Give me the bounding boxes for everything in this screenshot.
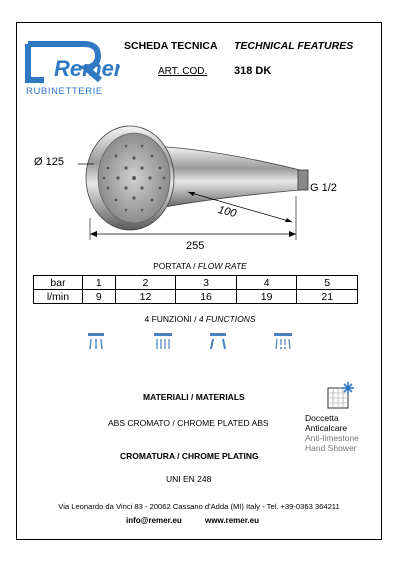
anti-limestone-icon bbox=[326, 380, 356, 415]
functions-title-en: 4 FUNCTIONS bbox=[198, 314, 256, 324]
length-total-label: 255 bbox=[186, 240, 205, 252]
flow-title bbox=[0, 261, 400, 271]
mix-icon bbox=[272, 331, 294, 351]
table-cell: 19 bbox=[236, 290, 297, 304]
table-row bbox=[34, 276, 358, 290]
table-cell: 2 bbox=[115, 276, 176, 290]
spray-icon bbox=[86, 331, 106, 351]
footer-address: Via Leonardo da Vinci 83 - 20062 Cassano d'Adda (MI) Italy - Tel. +39-0363 364211 bbox=[58, 502, 340, 511]
length-handle-label: 100 bbox=[216, 203, 238, 221]
materials-title: MATERIALI / MATERIALS bbox=[143, 392, 245, 402]
title-en: TECHNICAL FEATURES bbox=[234, 40, 354, 52]
footer-email[interactable]: info@remer.eu bbox=[126, 516, 182, 525]
footer-web[interactable]: www.remer.eu bbox=[205, 516, 259, 525]
table-cell: 9 bbox=[83, 290, 116, 304]
table-cell: 4 bbox=[236, 276, 297, 290]
rain-icon bbox=[152, 331, 174, 351]
plating-title: CROMATURA / CHROME PLATING bbox=[120, 451, 259, 461]
flow-title-it: PORTATA / bbox=[153, 261, 196, 271]
badge-line-1: Doccetta bbox=[305, 413, 339, 423]
functions-title bbox=[0, 314, 400, 324]
functions-title-it: 4 FUNZIONI / bbox=[144, 314, 197, 324]
art-code: 318 DK bbox=[234, 65, 272, 77]
badge-line-3: Anti-limestone bbox=[305, 433, 359, 443]
table-cell: 1 bbox=[83, 276, 116, 290]
flow-title-en: FLOW RATE bbox=[197, 261, 247, 271]
remer-logo bbox=[24, 36, 120, 98]
brand-text: Remer bbox=[54, 56, 120, 81]
title-it: SCHEDA TECNICA bbox=[124, 40, 218, 52]
flow-table bbox=[33, 275, 358, 304]
table-cell: 12 bbox=[115, 290, 176, 304]
thread-label: G 1/2 bbox=[310, 182, 337, 194]
art-label: ART. COD. bbox=[158, 66, 208, 77]
badge-text bbox=[305, 413, 369, 453]
brand-sub-text: RUBINETTERIE bbox=[26, 86, 103, 97]
row-label: bar bbox=[34, 276, 83, 290]
massage-icon bbox=[208, 331, 228, 351]
materials-value: ABS CROMATO / CHROME PLATED ABS bbox=[108, 418, 269, 428]
table-cell: 3 bbox=[176, 276, 237, 290]
table-cell: 5 bbox=[297, 276, 358, 290]
table-cell: 21 bbox=[297, 290, 358, 304]
table-row bbox=[34, 290, 358, 304]
row-label: l/min bbox=[34, 290, 83, 304]
standard-value: UNI EN 248 bbox=[166, 474, 212, 484]
badge-line-4: Hand Shower bbox=[305, 443, 357, 453]
diameter-label: Ø 125 bbox=[34, 156, 64, 168]
table-cell: 16 bbox=[176, 290, 237, 304]
badge-line-2: Anticalcare bbox=[305, 423, 348, 433]
